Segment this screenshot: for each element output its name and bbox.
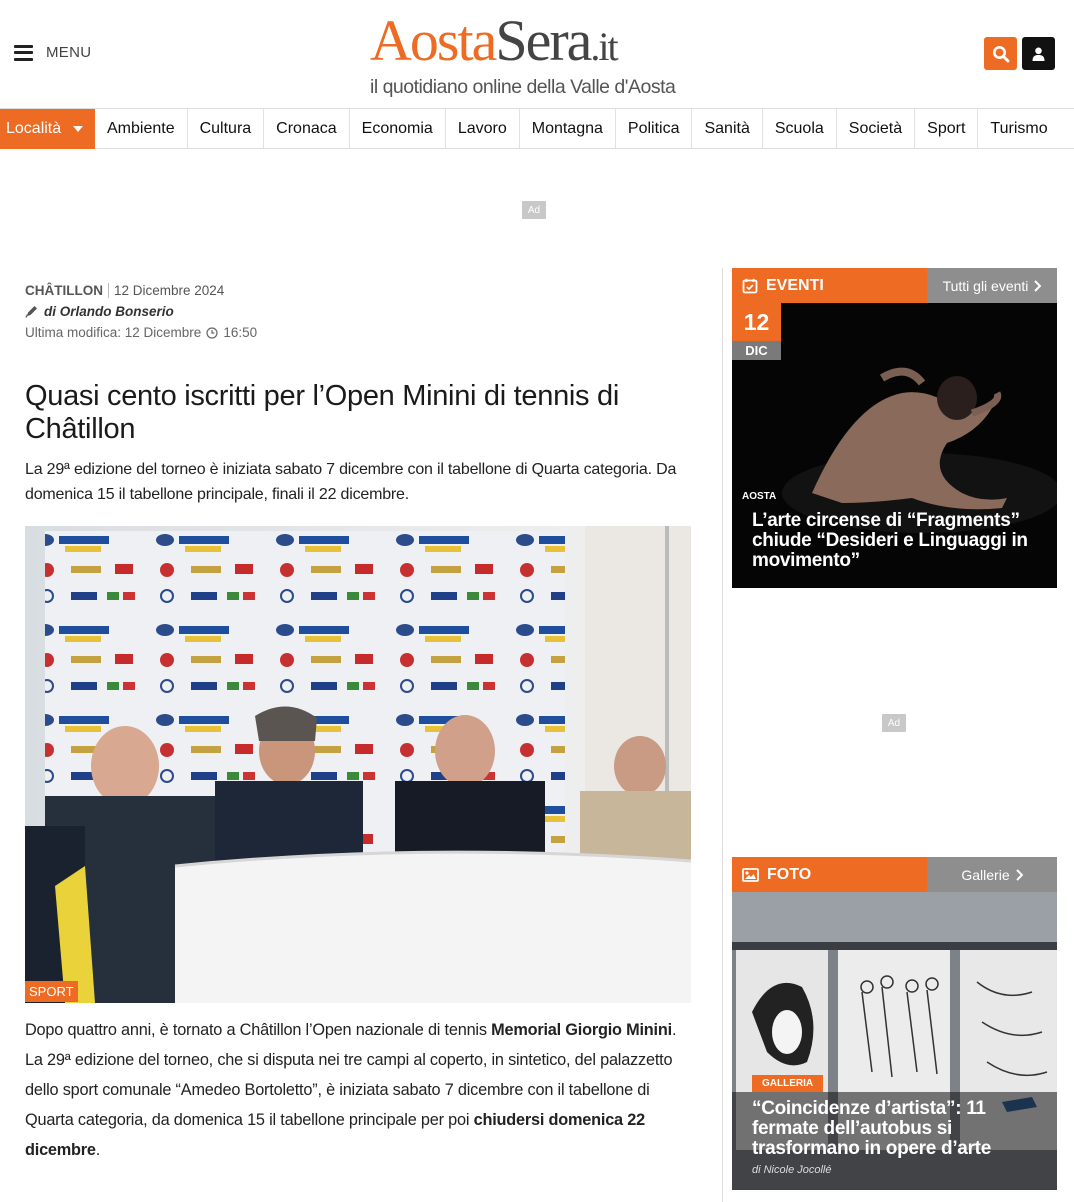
article-title: Quasi cento iscritti per l’Open Minini di tennis di Châtillon (25, 380, 619, 445)
event-location: AOSTA (742, 491, 777, 502)
nav-item-cronaca[interactable]: Cronaca (264, 109, 349, 149)
event-date (732, 303, 781, 360)
article-body: Dopo quattro anni, è tornato a Châtillon l’Open nazionale di tennis Memorial Giorgio Minini. La 29ª edizione del torneo, che si disputa nei tre campi al coperto, in sintetico, del palazzetto dello sport comunale “Amedeo Bortoletto”, è iniziata sabato 7 dicembre con il tabellone di Quarta categoria, da domenica 15 il tabellone principale per poi chiudersi domenica 22 dicembre. (25, 1021, 677, 1159)
ad-badge-top[interactable]: Ad (522, 201, 546, 219)
nav-item-politica[interactable]: Politica (616, 109, 693, 149)
photos-box-header (732, 857, 1057, 892)
galleries-link[interactable]: Gallerie (927, 857, 1057, 892)
nav-item-economia[interactable]: Economia (350, 109, 446, 149)
image-icon (742, 868, 759, 882)
gallery-tag[interactable]: GALLERIA (752, 1075, 823, 1092)
event-day: 12 (732, 303, 781, 341)
search-icon (992, 45, 1010, 63)
user-button[interactable] (1022, 37, 1055, 70)
article-subtitle: La 29ª edizione del torneo è iniziata sabato 7 dicembre con il tabellone di Quarta categoria. Da domenica 15 il tabellone principale, finali il 22 dicembre. (25, 461, 677, 503)
menu-label: MENU (46, 44, 92, 61)
nav-item-cultura[interactable]: Cultura (188, 109, 265, 149)
nav-item-sanita[interactable]: Sanità (692, 109, 762, 149)
menu-button[interactable] (14, 44, 91, 61)
nav-item-ambiente[interactable]: Ambiente (95, 109, 188, 149)
article-meta (25, 283, 257, 340)
logo-tagline: il quotidiano online della Valle d'Aosta (370, 76, 676, 98)
nav-item-lavoro[interactable]: Lavoro (446, 109, 520, 149)
last-modified-label: Ultima modifica: 12 Dicembre (25, 325, 202, 340)
hamburger-icon (14, 45, 33, 61)
main-nav (0, 108, 1074, 149)
nav-localita-dropdown[interactable] (0, 109, 95, 149)
event-card[interactable] (732, 303, 1057, 588)
gallery-author: di Nicole Jocollé (752, 1164, 832, 1176)
last-modified-time: 16:50 (223, 325, 258, 340)
nav-item-scuola[interactable]: Scuola (763, 109, 837, 149)
logo-wordmark: AostaSera.it (370, 8, 617, 73)
photos-heading: FOTO (732, 857, 927, 892)
calendar-check-icon (742, 278, 758, 294)
column-divider (722, 268, 723, 1202)
article-photo[interactable] (25, 526, 691, 1003)
site-header (0, 0, 1074, 108)
nav-item-societa[interactable]: Società (837, 109, 915, 149)
event-month: DIC (732, 341, 781, 360)
nav-item-montagna[interactable]: Montagna (520, 109, 616, 149)
pen-icon (25, 305, 39, 318)
chevron-right-icon (1034, 280, 1041, 292)
article-date: 12 Dicembre 2024 (114, 283, 225, 298)
nav-item-turismo[interactable]: Turismo (990, 120, 1048, 137)
ad-badge-sidebar[interactable]: Ad (882, 714, 906, 732)
gallery-title[interactable]: “Coincidenze d’artista”: 11 fermate dell’autobus si trasformano in opere d’arte (752, 1098, 991, 1159)
site-logo[interactable] (370, 8, 705, 98)
clock-icon (206, 327, 218, 339)
chevron-right-icon (1016, 869, 1023, 881)
search-button[interactable] (984, 37, 1017, 70)
all-events-link[interactable]: Tutti gli eventi (927, 268, 1057, 303)
events-heading: EVENTI (732, 268, 927, 303)
event-title[interactable]: L’arte circense di “Fragments” chiude “Desideri e Linguaggi in movimento” (752, 510, 1028, 571)
events-box-header (732, 268, 1057, 303)
article-location[interactable]: CHÂTILLON (25, 283, 109, 298)
nav-localita-label: Località (6, 120, 62, 137)
caret-down-icon (73, 126, 83, 132)
photo-gallery-card[interactable] (732, 892, 1057, 1190)
user-icon (1032, 47, 1045, 61)
nav-item-sport[interactable]: Sport (915, 109, 978, 149)
article-author[interactable]: di Orlando Bonserio (44, 304, 174, 319)
category-tag-sport[interactable]: SPORT (25, 981, 78, 1002)
